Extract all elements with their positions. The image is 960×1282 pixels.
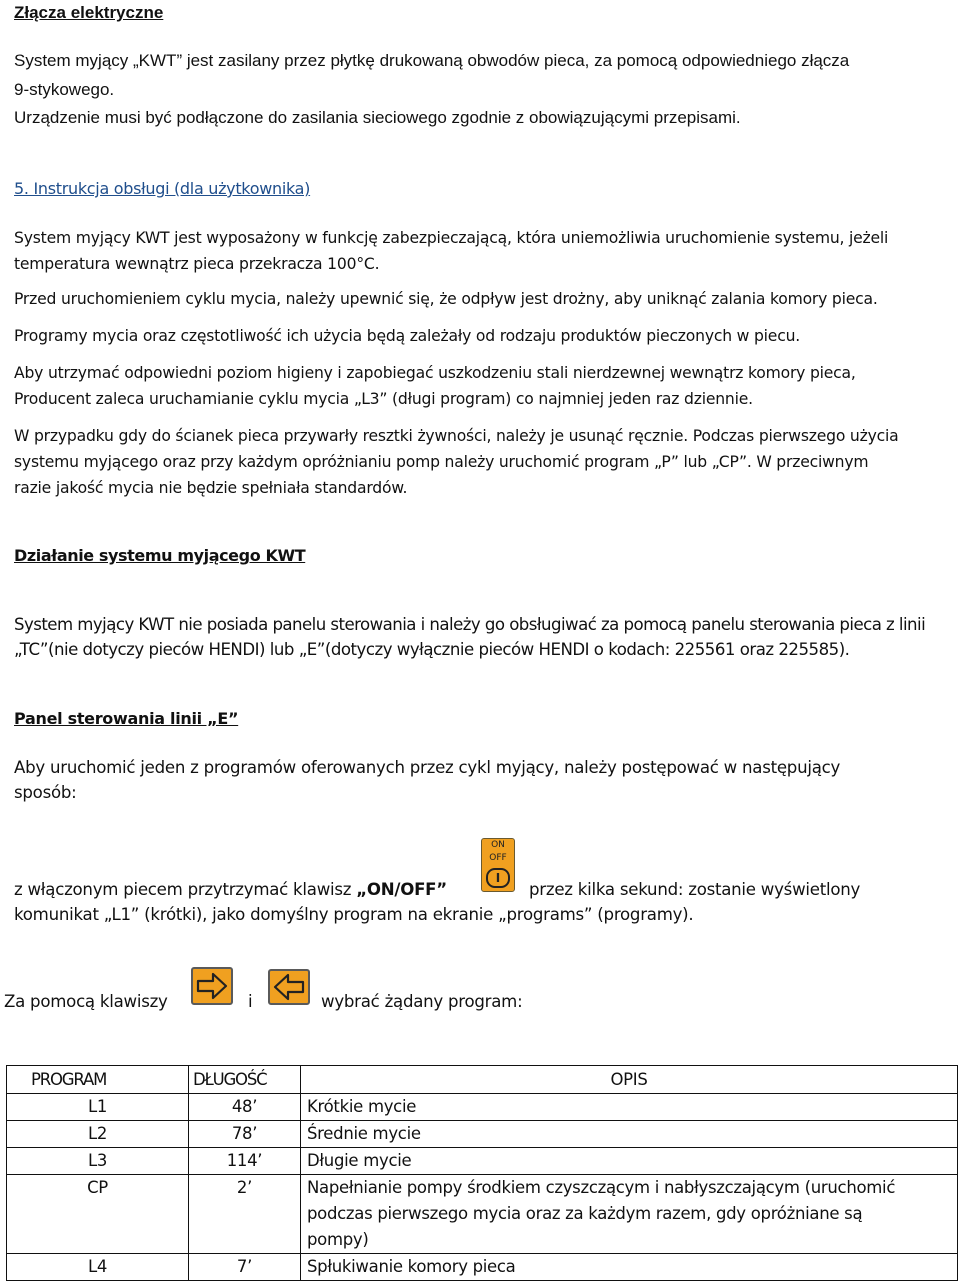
instructions-p5-line-1: W przypadku gdy do ścianek pieca przywarły resztki żywności, należy je usunąć ręcznie. Podczas pierwszego użycia xyxy=(14,427,899,445)
instructions-p1-line-2: temperatura wewnątrz pieca przekracza 100°C. xyxy=(14,255,380,273)
length-cell: 2’ xyxy=(189,1175,301,1254)
header-program: PROGRAM xyxy=(7,1066,189,1094)
table-row xyxy=(7,1148,958,1175)
length-cell: 78’ xyxy=(189,1121,301,1148)
instructions-p3: Programy mycia oraz częstotliwość ich użycia będą zależały od rodzaju produktów pieczonych w piecu. xyxy=(14,327,801,345)
onoff-key-icon xyxy=(481,838,515,892)
onoff-instruction-after: przez kilka sekund: zostanie wyświetlony xyxy=(529,880,861,899)
instructions-p2: Przed uruchomieniem cyklu mycia, należy upewnić się, że odpływ jest drożny, aby uniknąć zalania komory pieca. xyxy=(14,290,878,308)
arrow-right-key-icon xyxy=(191,967,233,1005)
description-cell: Spłukiwanie komory pieca xyxy=(301,1254,958,1281)
onoff-icon-off-label: OFF xyxy=(489,853,507,863)
program-cell: L4 xyxy=(7,1254,189,1281)
program-cell: CP xyxy=(7,1175,189,1254)
connectors-line-2: 9-stykowego. xyxy=(14,80,115,99)
instructions-p4-line-2: Producent zaleca uruchamianie cyklu mycia „L3” (długi program) co najmniej jeden raz dziennie. xyxy=(14,390,753,408)
arrow-keys-text-after: wybrać żądany program: xyxy=(321,992,523,1011)
instructions-p5-line-2: systemu myjącego oraz przy każdym opróżnianiu pomp należy uruchomić program „P” lub „CP”. W przeciwnym xyxy=(14,453,869,471)
arrow-keys-text-mid: i xyxy=(248,992,253,1011)
operation-line-2: „TC”(nie dotyczy pieców HENDI) lub „E”(dotyczy wyłącznie pieców HENDI o kodach: 225561 oraz 225585). xyxy=(14,640,850,659)
instructions-p1-line-1: System myjący KWT jest wyposażony w funkcję zabezpieczającą, która uniemożliwia uruchomienie systemu, jeżeli xyxy=(14,229,889,247)
arrow-left-key-icon xyxy=(268,969,310,1005)
onoff-icon-power-symbol: I xyxy=(486,868,510,888)
onoff-instruction-text: z włączonym piecem przytrzymać klawisz xyxy=(14,880,357,899)
program-cell: L3 xyxy=(7,1148,189,1175)
program-table xyxy=(6,1065,958,1281)
length-cell: 48’ xyxy=(189,1094,301,1121)
table-header-row xyxy=(7,1066,958,1094)
instructions-p5-line-3: razie jakość mycia nie będzie spełniała standardów. xyxy=(14,479,408,497)
program-cell: L2 xyxy=(7,1121,189,1148)
panel-line-2: sposób: xyxy=(14,783,77,802)
header-length: DŁUGOŚĆ xyxy=(189,1066,301,1094)
description-cell: Długie mycie xyxy=(301,1148,958,1175)
length-cell: 7’ xyxy=(189,1254,301,1281)
panel-line-1: Aby uruchomić jeden z programów oferowanych przez cykl myjący, należy postępować w następujący xyxy=(14,758,841,777)
table-row xyxy=(7,1175,958,1254)
onoff-instruction-line-2: komunikat „L1” (krótki), jako domyślny program na ekranie „programs” (programy). xyxy=(14,905,694,924)
description-cell: Napełnianie pompy środkiem czyszczącym i nabłyszczającym (uruchomić podczas pierwszego mycia oraz za każdym razem, gdy opróżniane są pompy) xyxy=(301,1175,958,1254)
length-cell: 114’ xyxy=(189,1148,301,1175)
description-cell: Krótkie mycie xyxy=(301,1094,958,1121)
onoff-icon-on-label: ON xyxy=(491,840,505,850)
instructions-heading: 5. Instrukcja obsługi (dla użytkownika) xyxy=(14,179,311,198)
operation-heading: Działanie systemu myjącego KWT xyxy=(14,546,306,565)
table-row xyxy=(7,1094,958,1121)
operation-line-1: System myjący KWT nie posiada panelu sterowania i należy go obsługiwać za pomocą panelu sterowania pieca z linii xyxy=(14,615,926,634)
connectors-heading: Złącza elektryczne xyxy=(14,3,164,22)
instructions-p4-line-1: Aby utrzymać odpowiedni poziom higieny i zapobiegać uszkodzeniu stali nierdzewnej wewnątrz komory pieca, xyxy=(14,364,856,382)
arrow-keys-text-before: Za pomocą klawiszy xyxy=(4,992,168,1011)
onoff-key-name: „ON/OFF” xyxy=(356,880,447,899)
header-description: OPIS xyxy=(301,1066,958,1094)
program-cell: L1 xyxy=(7,1094,189,1121)
connectors-line-3: Urządzenie musi być podłączone do zasilania sieciowego zgodnie z obowiązującymi przepisami. xyxy=(14,108,741,127)
panel-heading: Panel sterowania linii „E” xyxy=(14,709,239,728)
onoff-instruction-line-1 xyxy=(14,880,447,899)
description-cell: Średnie mycie xyxy=(301,1121,958,1148)
table-row xyxy=(7,1121,958,1148)
connectors-line-1: System myjący „KWT” jest zasilany przez płytkę drukowaną obwodów pieca, za pomocą odpowiedniego złącza xyxy=(14,51,850,70)
table-row xyxy=(7,1254,958,1281)
